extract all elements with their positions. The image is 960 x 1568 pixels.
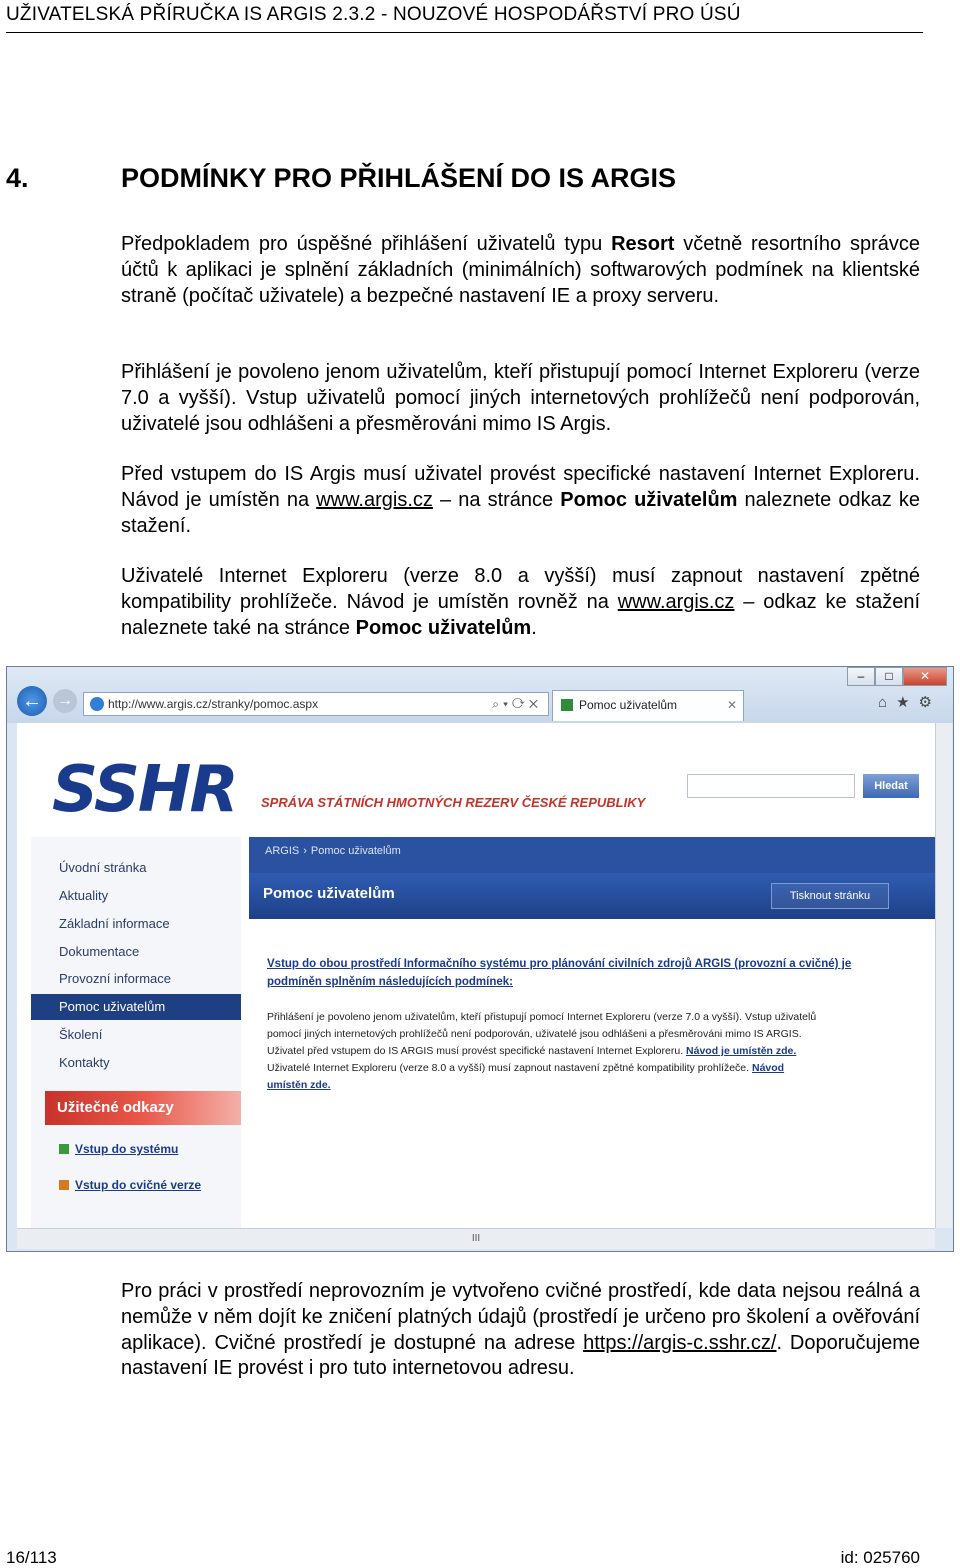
p1-text-a: Předpokladem pro úspěšné přihlášení uživatelů typu: [121, 233, 612, 255]
browser-screenshot: [6, 666, 954, 1252]
content-line-1: Přihlášení je povoleno jenom uživatelům, kteří přistupují pomocí Internet Exploreru (verze 7.0 a vyšší). Vstup uživatelů: [267, 1011, 817, 1023]
content-header: [249, 873, 935, 919]
content-line-4-text: Uživatelé Internet Exploreru (verze 8.0 a vyšší) musí zapnout nastavení zpětné kompatibility prohlížeče.: [267, 1062, 752, 1074]
chapter-number: 4.: [6, 163, 29, 193]
address-bar[interactable]: [83, 692, 549, 716]
vertical-scrollbar[interactable]: [935, 723, 952, 1228]
print-page-button[interactable]: Tisknout stránku: [771, 883, 889, 909]
paragraph-requirements: [121, 232, 920, 309]
content-line-3: [267, 1043, 887, 1060]
training-env-link[interactable]: https://argis-c.sshr.cz/: [583, 1331, 777, 1354]
nav-item-training[interactable]: Školení: [59, 1027, 103, 1042]
minimize-icon[interactable]: –: [847, 667, 875, 686]
p1-text-c: včetně resortního správce účtů k aplikaci je splnění základních (minimálních) softwarových podmínek na klientské straně (počítač uživatele) a bezpečné nastavení IE a proxy serveru.: [121, 233, 920, 307]
compat-guide-link-2[interactable]: umístěn zde.: [267, 1079, 331, 1091]
nav-item-news[interactable]: Aktuality: [59, 888, 109, 903]
p3-text-c: naleznete odkaz ke stažení.: [121, 488, 921, 537]
useful-link-training[interactable]: [59, 1178, 201, 1192]
toolbar-icons: [878, 693, 941, 711]
address-controls-icon[interactable]: ⌕▾⟳✕: [492, 697, 542, 711]
forward-icon[interactable]: →: [53, 689, 77, 713]
argis-link[interactable]: www.argis.cz: [316, 488, 433, 511]
address-url: http://www.argis.cz/stranky/pomoc.aspx: [108, 697, 319, 711]
gear-icon[interactable]: ⚙: [918, 694, 941, 711]
p4-text-c: .: [531, 616, 537, 639]
p5-text-a: Pro práci v prostředí neprovozním je vytvořeno cvičné prostředí, kde data nejsou reálná a nemůže v něm dojít ke zničení platných údajů (prostředí je určeno pro školení a ověřování aplikace). Cvičné prostředí je dostupné na adrese: [121, 1280, 920, 1354]
p3-bold-help: Pomoc uživatelům: [560, 488, 738, 511]
compat-guide-link[interactable]: Návod: [751, 1062, 785, 1074]
sshr-logo: SSHR: [52, 753, 237, 827]
home-icon[interactable]: ⌂: [878, 694, 897, 711]
paragraph-ie-settings: [121, 462, 920, 539]
paragraph-ie-only: [121, 360, 920, 437]
nav-item-operations[interactable]: Provozní informace: [59, 971, 171, 986]
running-header: [6, 4, 923, 33]
useful-link-training-label: Vstup do cvičné verze: [75, 1178, 202, 1192]
useful-links-title: Užitečné odkazy: [45, 1091, 241, 1125]
paragraph-training-env: [121, 1279, 920, 1382]
settings-guide-link[interactable]: Návod je umístěn zde.: [686, 1045, 797, 1057]
browser-tab[interactable]: [552, 690, 744, 721]
ie-page-icon: [90, 697, 104, 711]
close-icon[interactable]: ✕: [903, 667, 947, 686]
site-sidebar: [31, 837, 241, 1228]
breadcrumb: ARGIS › Pomoc uživatelům: [249, 837, 935, 873]
p4-text-b: – odkaz ke stažení naleznete také na stránce: [121, 590, 920, 639]
tab-close-icon[interactable]: ✕: [726, 698, 737, 712]
nav-item-documentation[interactable]: Dokumentace: [59, 944, 140, 959]
maximize-icon[interactable]: □: [875, 667, 903, 686]
p3-text-b: – na stránce: [432, 488, 561, 511]
p3-text-a: Před vstupem do IS Argis musí uživatel provést specifické nastavení Internet Exploreru. Návod je umístěn na: [121, 463, 920, 511]
header-text: UŽIVATELSKÁ PŘÍRUČKA IS ARGIS 2.3.2 - NOUZOVÉ HOSPODÁŘSTVÍ PRO ÚSÚ: [6, 4, 741, 25]
p4-text-a: Uživatelé Internet Exploreru (verze 8.0 a vyšší) musí zapnout nastavení zpětné kompatibility prohlížeče. Návod je umístěn rovněž na: [121, 565, 920, 613]
intro-heading: Vstup do obou prostředí Informačního systému pro plánování civilních zdrojů ARGIS (provozní a cvičné) je podmíněn splněním následujících podmínek:: [267, 958, 852, 988]
web-page: [17, 723, 935, 1228]
tab-title: Pomoc uživatelům: [579, 698, 678, 712]
link-bullet-icon: [59, 1180, 69, 1190]
argis-link-2[interactable]: www.argis.cz: [617, 590, 735, 613]
browser-chrome: [7, 667, 953, 723]
useful-link-system[interactable]: [59, 1142, 178, 1156]
breadcrumb-argis[interactable]: ARGIS: [265, 845, 300, 857]
page-number: 16/113: [6, 1548, 57, 1567]
paragraph-compatibility: [121, 564, 920, 641]
site-subtitle: SPRÁVA STÁTNÍCH HMOTNÝCH REZERV ČESKÉ REPUBLIKY: [261, 795, 646, 810]
nav-item-contacts[interactable]: Kontakty: [59, 1055, 110, 1070]
horizontal-scrollbar[interactable]: III: [17, 1228, 935, 1249]
useful-link-system-label: Vstup do systému: [75, 1142, 179, 1156]
content-line-3-text: Uživatel před vstupem do IS ARGIS musí provést specifické nastavení Internet Exploreru.: [267, 1045, 687, 1057]
search-button[interactable]: Hledat: [863, 774, 919, 798]
p2-text: Přihlášení je povoleno jenom uživatelům, kteří přistupují pomocí Internet Exploreru (verze 7.0 a vyšší). Vstup uživatelů pomocí jiných internetových prohlížečů není podporován, uživatelé jsou odhlášeni a přesměrováni mimo IS Argis.: [121, 361, 920, 435]
site-search-input[interactable]: [687, 774, 855, 798]
tab-favicon-icon: [561, 699, 573, 711]
p4-bold-help: Pomoc uživatelům: [355, 616, 532, 639]
nav-item-basic-info[interactable]: Základní informace: [59, 916, 170, 931]
document-id: id: 025760: [840, 1548, 920, 1567]
link-bullet-icon: [59, 1144, 69, 1154]
nav-item-help[interactable]: Pomoc uživatelům: [31, 994, 241, 1020]
nav-item-home[interactable]: Úvodní stránka: [59, 860, 147, 875]
star-icon[interactable]: ★: [896, 694, 919, 711]
site-content: [249, 837, 935, 1228]
breadcrumb-help[interactable]: Pomoc uživatelům: [310, 845, 401, 857]
content-line-4: [267, 1060, 887, 1077]
p1-bold-resort: Resort: [611, 233, 675, 255]
p5-text-b: . Doporučujeme nastavení IE provést i pro tuto internetovou adresu.: [121, 1331, 920, 1380]
content-title: Pomoc uživatelům: [263, 885, 395, 902]
window-buttons: [847, 667, 947, 686]
content-line-2: pomocí jiných internetových prohlížečů není podporován, uživatelé jsou odhlášeni a přesměrováni mimo IS ARGIS.: [267, 1028, 802, 1040]
content-line-5: [267, 1077, 887, 1094]
chapter-title: PODMÍNKY PRO PŘIHLÁŠENÍ DO IS ARGIS: [121, 163, 677, 193]
back-icon[interactable]: ←: [17, 686, 47, 716]
